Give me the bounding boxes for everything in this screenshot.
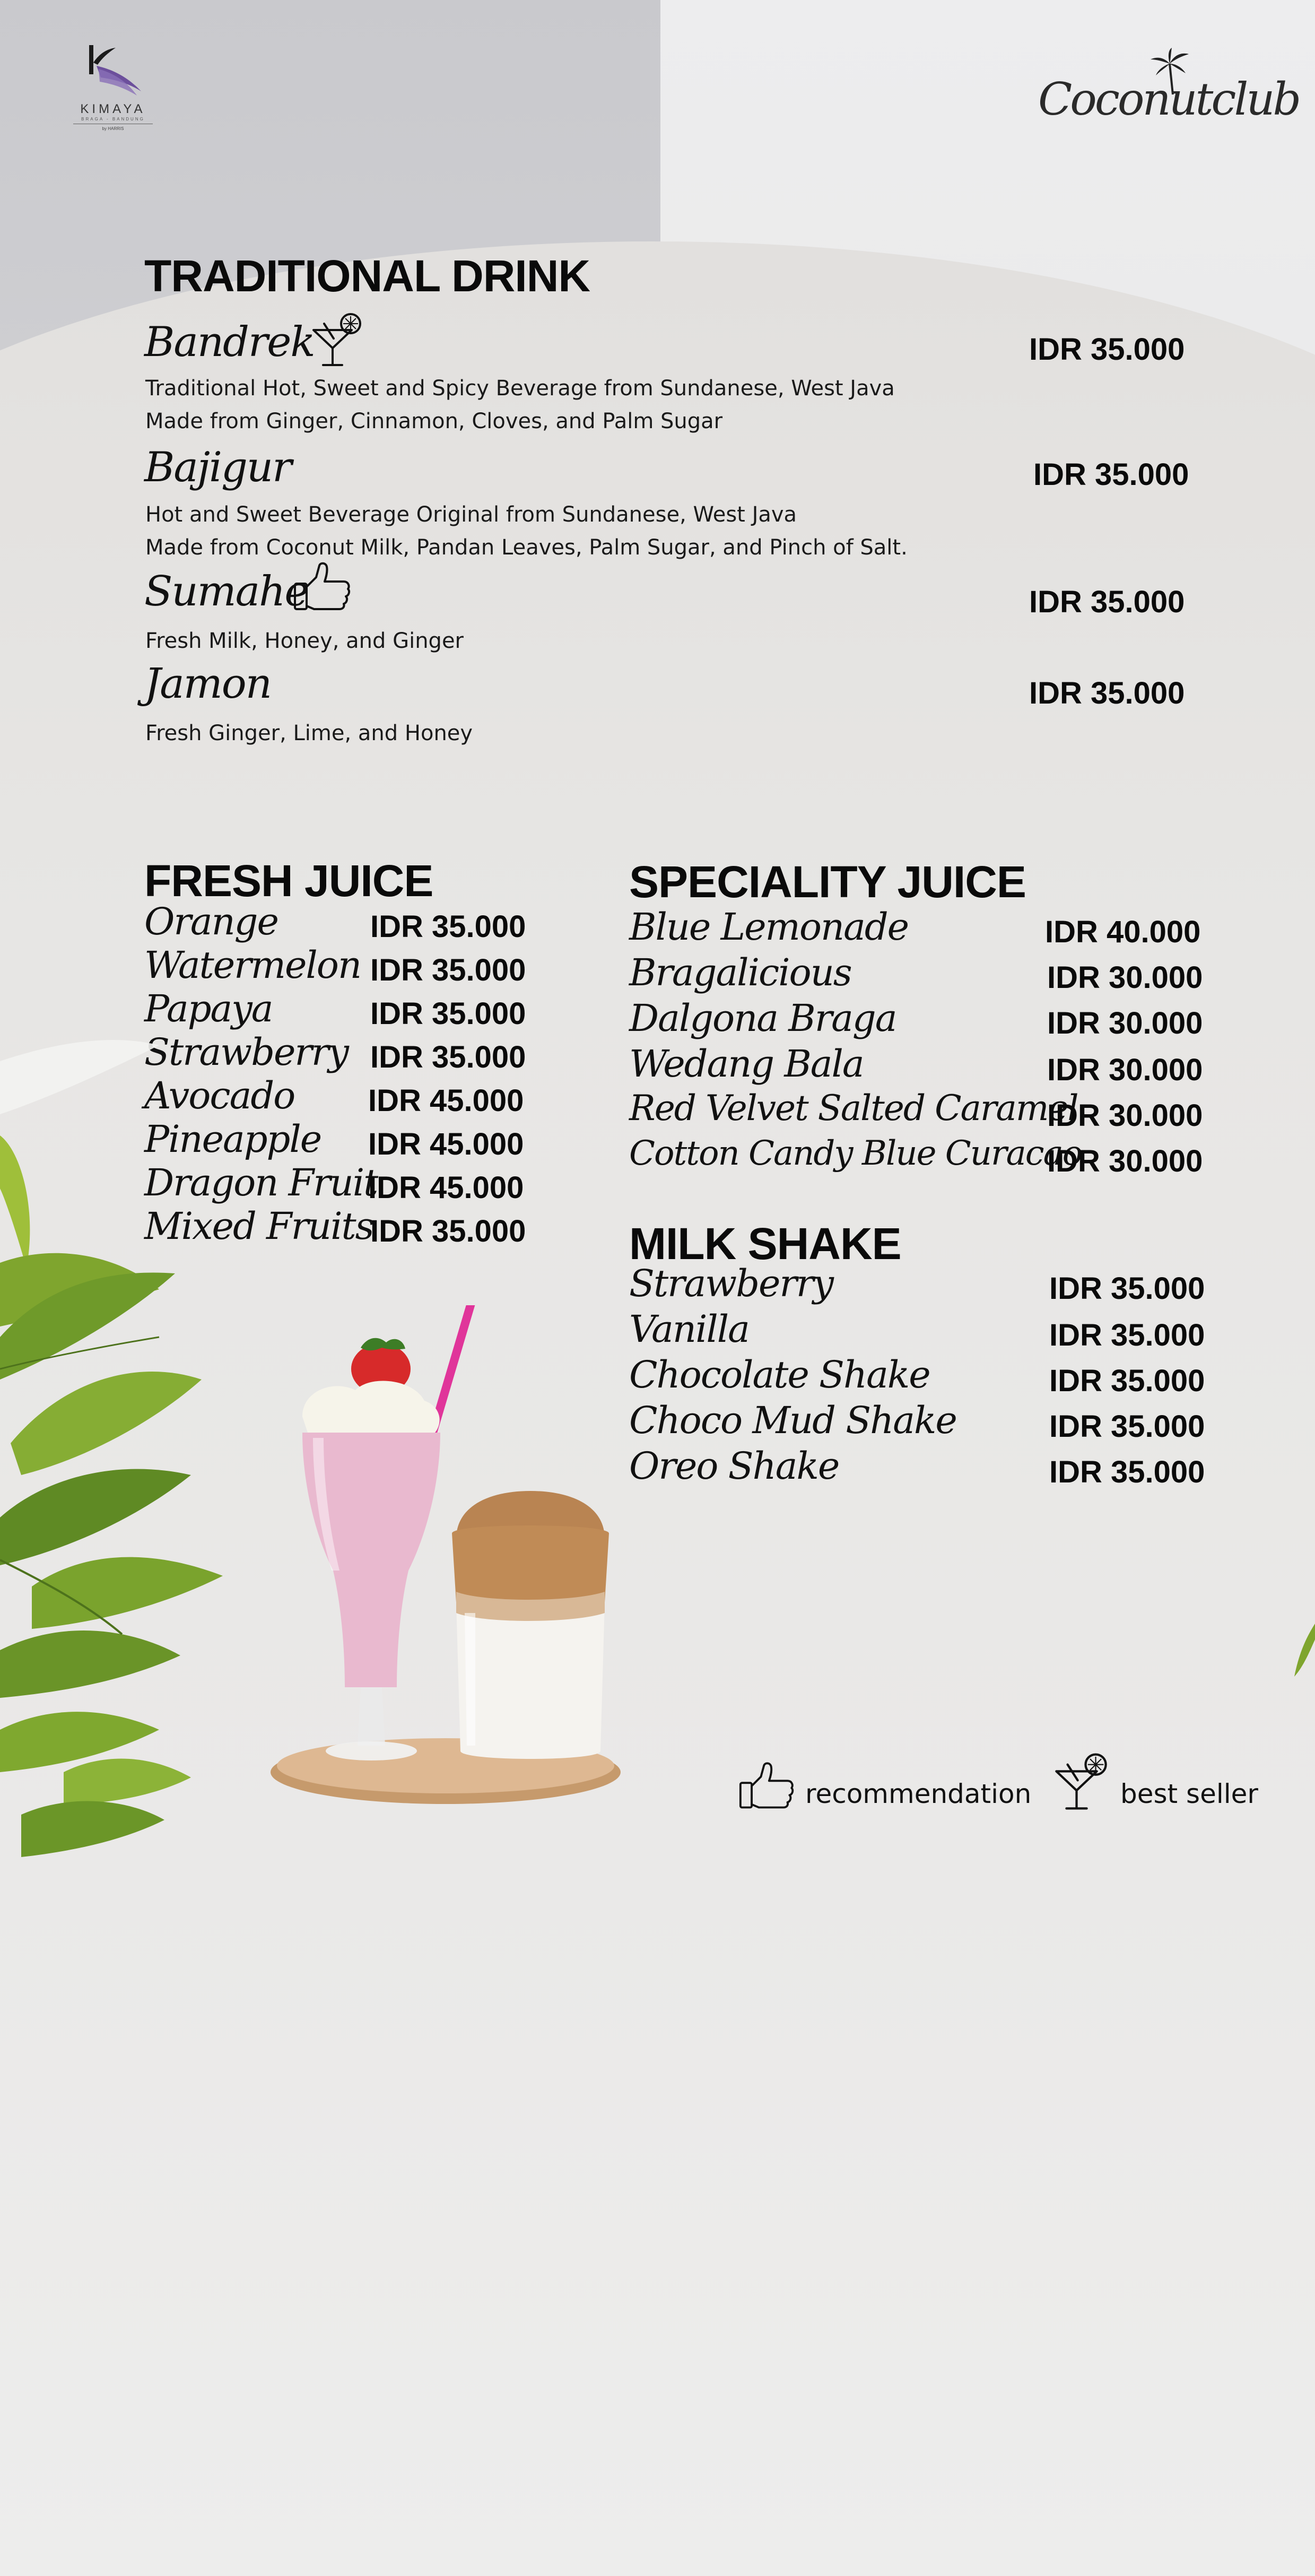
traditional-item-name: Sumahe bbox=[144, 568, 308, 615]
speciality-juice-item-name: Wedang Bala bbox=[629, 1042, 864, 1086]
fresh-juice-item-name: Papaya bbox=[144, 987, 273, 1030]
milk-shake-title: MILK SHAKE bbox=[629, 1219, 901, 1269]
fresh-juice-item-price: IDR 35.000 bbox=[370, 953, 526, 987]
coconutclub-logo bbox=[1032, 48, 1300, 133]
fresh-juice-item-price: IDR 45.000 bbox=[368, 1127, 524, 1161]
milk-shake-item-price: IDR 35.000 bbox=[1049, 1364, 1205, 1398]
milk-shake-item-price: IDR 35.000 bbox=[1049, 1455, 1205, 1489]
traditional-item-desc: Fresh Ginger, Lime, and Honey bbox=[145, 721, 473, 745]
kimaya-logo bbox=[68, 42, 158, 149]
fresh-juice-item-name: Watermelon bbox=[144, 943, 361, 987]
milk-shake-item-price: IDR 35.000 bbox=[1049, 1318, 1205, 1352]
traditional-item-price: IDR 35.000 bbox=[1029, 585, 1185, 619]
traditional-item-name: Jamon bbox=[144, 660, 271, 708]
traditional-item-desc: Hot and Sweet Beverage Original from Sundanese, West Java bbox=[145, 502, 797, 527]
speciality-juice-item-name: Bragalicious bbox=[629, 951, 851, 994]
speciality-juice-item-name: Dalgona Braga bbox=[629, 996, 896, 1040]
fresh-juice-item-price: IDR 45.000 bbox=[368, 1083, 524, 1118]
traditional-item-price: IDR 35.000 bbox=[1029, 676, 1185, 710]
milk-shake-item-name: Oreo Shake bbox=[629, 1444, 839, 1488]
fresh-juice-item-name: Pineapple bbox=[144, 1117, 321, 1161]
fresh-juice-item-name: Orange bbox=[144, 900, 278, 943]
drinks-illustration bbox=[255, 1305, 658, 1815]
speciality-juice-item-price: IDR 30.000 bbox=[1047, 1006, 1203, 1040]
speciality-juice-item-name: Cotton Candy Blue Curacao bbox=[629, 1134, 1082, 1173]
kimaya-logo-name: KIMAYA bbox=[80, 102, 146, 116]
speciality-juice-title: SPECIALITY JUICE bbox=[629, 857, 1026, 907]
best-seller-cocktail-icon bbox=[310, 312, 363, 368]
speciality-juice-item-name: Blue Lemonade bbox=[629, 905, 909, 949]
legend-recommendation-label: recommendation bbox=[805, 1779, 1032, 1809]
speciality-juice-item-name: Red Velvet Salted Caramel bbox=[629, 1088, 1078, 1129]
milk-shake-item-name: Chocolate Shake bbox=[629, 1353, 930, 1397]
fresh-juice-item-name: Mixed Fruits bbox=[144, 1204, 373, 1248]
fresh-juice-item-price: IDR 45.000 bbox=[368, 1170, 524, 1205]
speciality-juice-item-price: IDR 30.000 bbox=[1047, 1144, 1203, 1178]
traditional-item-price: IDR 35.000 bbox=[1033, 457, 1189, 492]
coconutclub-logo-text: Coconutclub bbox=[1038, 73, 1300, 125]
fresh-juice-title: FRESH JUICE bbox=[144, 856, 433, 906]
traditional-item-desc: Made from Ginger, Cinnamon, Cloves, and Palm Sugar bbox=[145, 409, 723, 433]
kimaya-k-icon bbox=[79, 42, 147, 101]
legend-thumbs-up-icon bbox=[738, 1760, 796, 1811]
traditional-item-name: Bajigur bbox=[144, 444, 291, 491]
speciality-juice-item-price: IDR 30.000 bbox=[1047, 960, 1203, 995]
traditional-item-price: IDR 35.000 bbox=[1029, 332, 1185, 367]
kimaya-logo-by: by HARRIS bbox=[102, 126, 124, 131]
fresh-juice-item-name: Avocado bbox=[144, 1074, 295, 1117]
traditional-item-desc: Fresh Milk, Honey, and Ginger bbox=[145, 629, 464, 653]
traditional-drink-title: TRADITIONAL DRINK bbox=[144, 251, 590, 301]
right-leaf-decoration bbox=[1294, 1624, 1315, 1682]
fresh-juice-item-price: IDR 35.000 bbox=[370, 1040, 526, 1074]
speciality-juice-item-price: IDR 30.000 bbox=[1047, 1053, 1203, 1087]
fresh-juice-item-name: Strawberry bbox=[144, 1030, 348, 1074]
milk-shake-item-price: IDR 35.000 bbox=[1049, 1271, 1205, 1306]
speciality-juice-item-price: IDR 30.000 bbox=[1047, 1098, 1203, 1133]
milk-shake-item-name: Choco Mud Shake bbox=[629, 1399, 956, 1442]
kimaya-logo-sub: BRAGA - BANDUNG bbox=[81, 117, 145, 122]
legend-cocktail-icon bbox=[1053, 1752, 1109, 1811]
legend-best-seller-label: best seller bbox=[1120, 1779, 1258, 1809]
traditional-item-name: Bandrek bbox=[144, 318, 315, 366]
traditional-item-desc: Traditional Hot, Sweet and Spicy Beverage from Sundanese, West Java bbox=[145, 376, 895, 401]
milk-shake-item-price: IDR 35.000 bbox=[1049, 1409, 1205, 1444]
fresh-juice-item-price: IDR 35.000 bbox=[370, 909, 526, 944]
milk-shake-item-name: Vanilla bbox=[629, 1307, 749, 1351]
recommendation-thumbs-up-icon bbox=[293, 561, 352, 612]
milk-shake-item-name: Strawberry bbox=[629, 1262, 833, 1305]
fresh-juice-item-price: IDR 35.000 bbox=[370, 996, 526, 1031]
fresh-juice-item-name: Dragon Fruit bbox=[144, 1161, 378, 1204]
speciality-juice-item-price: IDR 40.000 bbox=[1045, 915, 1201, 949]
traditional-item-desc: Made from Coconut Milk, Pandan Leaves, Palm Sugar, and Pinch of Salt. bbox=[145, 535, 908, 560]
fresh-juice-item-price: IDR 35.000 bbox=[370, 1214, 526, 1248]
